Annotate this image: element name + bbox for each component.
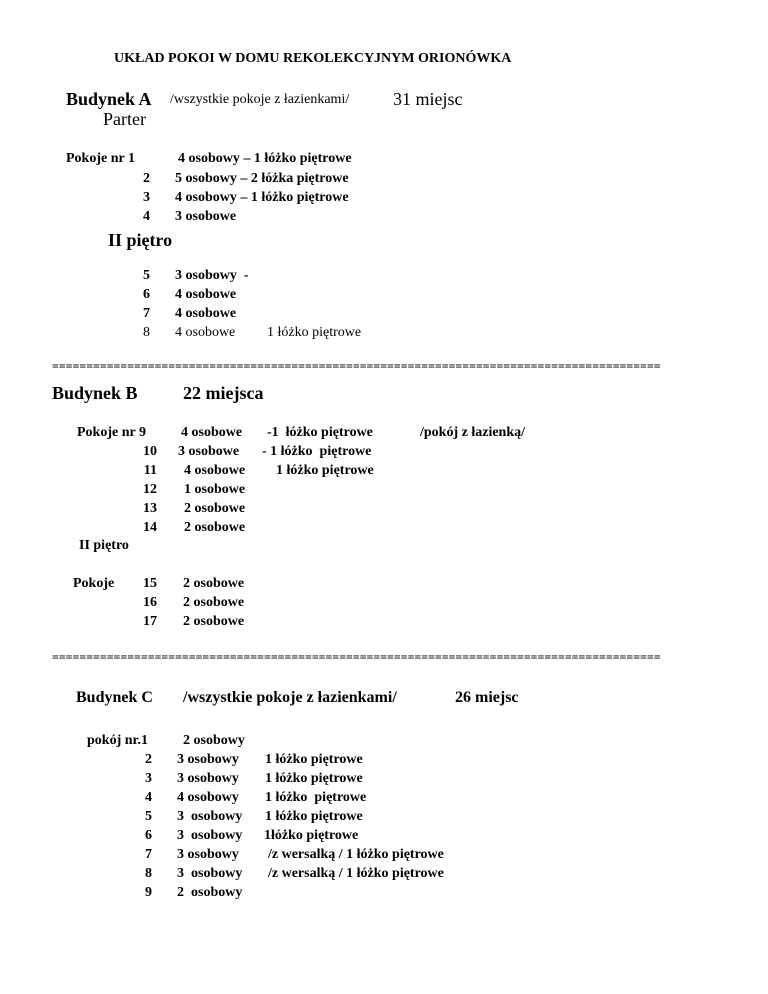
room-number: 10 — [143, 444, 157, 459]
building-a-rooms-label: Pokoje nr 1 — [66, 151, 135, 166]
list-item: 3 osobowe — [178, 444, 240, 459]
list-item: 4 osobowe — [181, 425, 243, 440]
building-c-name: Budynek C — [76, 689, 153, 706]
list-item: 3 osobowy — [177, 771, 239, 786]
list-item: 3 osobowy — [177, 847, 239, 862]
room-number: 2 — [143, 171, 150, 186]
room-number: 8 — [145, 866, 152, 881]
list-item: 4 osobowy – 1 łóżko piętrowe — [175, 190, 349, 205]
document-title: UKŁAD POKOI W DOMU REKOLEKCYJNYM ORIONÓWKA — [114, 51, 512, 66]
building-b-upper-label: Pokoje — [73, 576, 115, 591]
room-number: 9 — [145, 885, 152, 900]
list-item: 2 osobowe — [183, 576, 245, 591]
list-item: 3 osobowy - — [175, 268, 249, 283]
list-item: 2 osobowe — [184, 501, 246, 516]
building-c-capacity: 26 miejsc — [455, 689, 519, 706]
room-number: 15 — [143, 576, 157, 591]
list-item: 2 osobowe — [184, 520, 246, 535]
building-b-floor-upper: II piętro — [79, 538, 129, 553]
building-b-rooms-label: Pokoje nr 9 — [77, 425, 146, 440]
list-item: 3 osobowy — [177, 828, 243, 843]
room-number: 16 — [143, 595, 157, 610]
list-item: 2 osobowy — [177, 885, 243, 900]
room-number: 17 — [143, 614, 157, 629]
list-item: 4 osobowe — [175, 306, 237, 321]
list-item-extra: 1 łóżko piętrowe — [267, 325, 362, 340]
separator-line: ========================================================================================= — [52, 651, 661, 663]
list-item-note: /pokój z łazienką/ — [420, 425, 526, 440]
list-item: 3 osobowy — [177, 866, 243, 881]
list-item-extra: 1 łóżko piętrowe — [276, 463, 374, 478]
list-item-extra: 1 łóżko piętrowe — [265, 771, 363, 786]
room-number: 5 — [145, 809, 152, 824]
room-number: 7 — [145, 847, 152, 862]
building-a-note: /wszystkie pokoje z łazienkami/ — [170, 92, 350, 107]
list-item-extra: 1 łóżko piętrowe — [265, 809, 363, 824]
list-item: 4 osobowe — [175, 287, 237, 302]
list-item: 3 osobowy — [177, 809, 243, 824]
room-number: 3 — [143, 190, 150, 205]
room-number: 3 — [145, 771, 152, 786]
building-a-floor-ground: Parter — [103, 109, 146, 129]
building-b-name: Budynek B — [52, 383, 138, 403]
building-b-capacity: 22 miejsca — [183, 383, 264, 403]
list-item-extra: /z wersalką / 1 łóżko piętrowe — [268, 847, 444, 862]
list-item-extra: - 1 łóżko piętrowe — [262, 444, 372, 459]
building-c-note: /wszystkie pokoje z łazienkami/ — [183, 689, 397, 706]
building-a-capacity: 31 miejsc — [393, 89, 463, 109]
list-item-extra: /z wersalką / 1 łóżko piętrowe — [268, 866, 444, 881]
list-item-extra: -1 łóżko piętrowe — [267, 425, 373, 440]
room-number: 13 — [143, 501, 157, 516]
room-number: 12 — [143, 482, 157, 497]
list-item: 4 osobowe — [184, 463, 246, 478]
list-item: 4 osobowy — [177, 790, 239, 805]
list-item: 4 osobowy – 1 łóżko piętrowe — [178, 151, 352, 166]
building-c-rooms-label: pokój nr.1 — [87, 733, 148, 748]
room-number: 6 — [145, 828, 152, 843]
room-number: 4 — [143, 209, 150, 224]
room-number: 5 — [143, 268, 150, 283]
list-item: 1 osobowe — [184, 482, 246, 497]
list-item: 2 osobowe — [183, 614, 245, 629]
separator-line: ========================================================================================= — [52, 360, 661, 372]
room-number: 2 — [145, 752, 152, 767]
building-a-name: Budynek A — [66, 89, 152, 109]
list-item: 5 osobowy – 2 łóżka piętrowe — [175, 171, 349, 186]
list-item: 4 osobowe — [175, 325, 236, 340]
list-item: 2 osobowy — [183, 733, 245, 748]
room-number: 4 — [145, 790, 152, 805]
list-item-extra: 1łóżko piętrowe — [264, 828, 359, 843]
list-item-extra: 1 łóżko piętrowe — [265, 752, 363, 767]
room-number: 7 — [143, 306, 150, 321]
room-number: 8 — [143, 325, 150, 340]
list-item: 3 osobowy — [177, 752, 239, 767]
list-item: 2 osobowe — [183, 595, 245, 610]
list-item: 3 osobowe — [175, 209, 237, 224]
room-number: 14 — [143, 520, 157, 535]
building-a-floor-upper: II piętro — [108, 230, 173, 250]
list-item-extra: 1 łóżko piętrowe — [265, 790, 367, 805]
room-number: 11 — [143, 463, 157, 478]
room-number: 6 — [143, 287, 150, 302]
